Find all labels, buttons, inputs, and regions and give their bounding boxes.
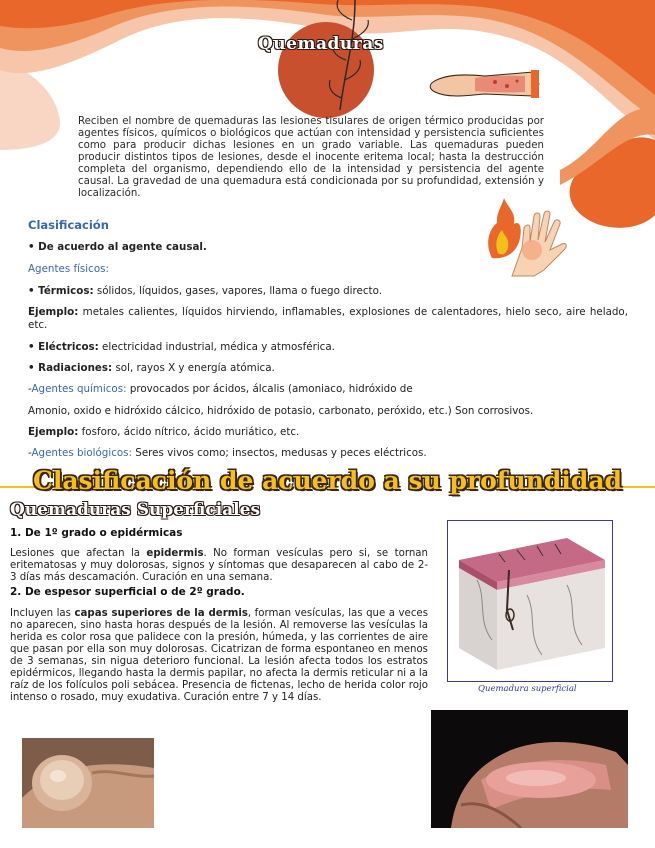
grade1-pre: Lesiones que afectan la xyxy=(10,548,147,559)
burned-arm-illustration xyxy=(425,62,545,107)
skin-layers-diagram xyxy=(447,520,613,682)
radiation-line xyxy=(28,362,275,375)
chemical-label: Agentes químicos: xyxy=(31,383,127,395)
physical-agents-label: Agentes físicos: xyxy=(28,263,109,275)
example2-label: Ejemplo: xyxy=(28,426,79,438)
burn-photo-hand xyxy=(431,710,628,828)
electric-line xyxy=(28,341,335,354)
grade1-paragraph xyxy=(10,548,428,584)
intro-paragraph: Reciben el nombre de quemaduras las lesiones tisulares de origen térmico producidas por agentes físicos, químicos o biológicos que actúan con intensidad y persistencia suficientes como para producir dichas lesiones en un grado variable. Las quemaduras pueden producir distintos tipos de lesiones, desde el inocente eritema local; hasta la destrucción completa del organismo, dependiendo ello de la intensidad y persistencia del agente causal. La gravedad de una quemadura está condicionada por su profundidad, extensión y localización. xyxy=(78,116,544,199)
electric-label: • Eléctricos: xyxy=(28,341,99,353)
radiation-text: sol, rayos X y energía atómica. xyxy=(112,362,275,374)
thermal-text: sólidos, líquidos, gases, vapores, llama o fuego directo. xyxy=(93,285,382,297)
hand-fire-illustration xyxy=(482,198,572,278)
chemical-prefix: - xyxy=(28,383,32,395)
example1-text: metales calientes, líquidos hirviendo, inflamables, explosiones de calentadores, hielo seco, aire helado, etc. xyxy=(28,306,628,331)
figure-caption: Quemadura superficial xyxy=(478,684,577,694)
grade1-post: . No forman vesículas pero si, se tornan eritematosas y muy dolorosas, signos y síntomas que desaparecen al cabo de 2-3 días más descamación. Curación en una semana. xyxy=(10,548,428,583)
biological-line xyxy=(28,447,427,460)
page-title: Quemaduras xyxy=(258,34,384,54)
biological-label: Agentes biológicos: xyxy=(31,447,133,459)
depth-banner: Clasificación de acuerdo a su profundidad xyxy=(32,466,623,495)
grade2-post: , forman vesículas, las que a veces no aparecen, sino hasta horas después de la lesión. Al removerse las vesículas la herida es color rosa que palidece con la presión, húmeda, y las corrientes de aire que pasan por ella son muy dolorosas. Cicatrizan de forma espontaneo en menos de 3 semanas, sin nigua deterioro funcional. La lesión afecta todos los estratos epidérmicos, llegando hasta la dermis papilar, no afecta la dermis reticular ni a la raíz de los folículos poli sebácea. Presencia de fictenas, lecho de herida color rojo intenso o rosado, muy exudativa. Curación entre 7 y 14 días. xyxy=(10,608,428,703)
biological-text: Seres vivos como; insectos, medusas y peces eléctricos. xyxy=(132,447,427,459)
grade2-title: 2. De espesor superficial o de 2º grado. xyxy=(10,586,245,598)
electric-text: electricidad industrial, médica y atmosférica. xyxy=(98,341,335,353)
thermal-line xyxy=(28,285,382,298)
agent-heading: • De acuerdo al agente causal. xyxy=(28,241,207,253)
superficial-subtitle: Quemaduras Superficiales xyxy=(10,500,261,520)
radiation-label: • Radiaciones: xyxy=(28,362,113,374)
grade1-title: 1. De 1º grado o epidérmicas xyxy=(10,527,183,539)
grade2-bold: capas superiores de la dermis xyxy=(74,608,248,619)
classification-heading: Clasificación xyxy=(28,218,109,232)
burn-photo-finger xyxy=(22,738,154,828)
example1-label: Ejemplo: xyxy=(28,306,79,318)
chemical-line-2: Amonio, oxido e hidróxido cálcico, hidróxido de potasio, carbonato, peróxido, etc.) Son corrosivos. xyxy=(28,405,534,417)
chemical-line xyxy=(28,383,413,396)
chemical-text: provocados por ácidos, álcalis (amoniaco, hidróxido de xyxy=(126,383,413,395)
biological-prefix: - xyxy=(28,447,32,459)
grade2-paragraph xyxy=(10,608,428,704)
example2-line xyxy=(28,426,299,439)
example2-text: fosforo, ácido nítrico, ácido muriático, etc. xyxy=(78,426,300,438)
grade1-bold: epidermis xyxy=(146,548,204,559)
thermal-label: • Térmicos: xyxy=(28,285,94,297)
grade2-pre: Incluyen las xyxy=(10,608,75,619)
example1-line xyxy=(28,306,628,332)
